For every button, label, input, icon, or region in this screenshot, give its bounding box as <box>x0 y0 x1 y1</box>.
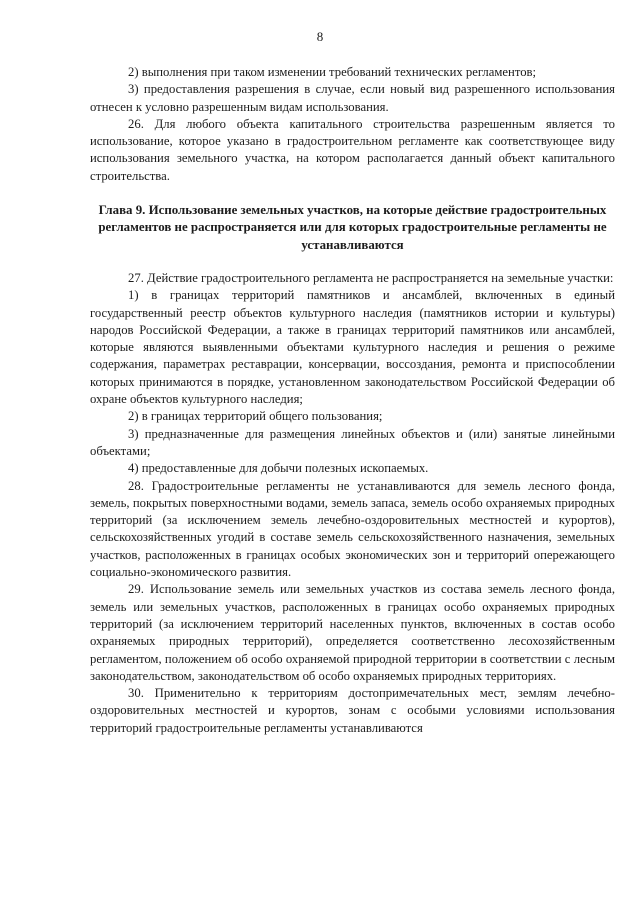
chapter-heading: Глава 9. Использование земельных участков, на которые действие градостроительных регламентов не распространяется или для которых градостроительные регламенты не устанавливаются <box>98 203 607 252</box>
paragraph-28: 28. Градостроительные регламенты не устанавливаются для земель лесного фонда, земель, покрытых поверхностными водами, земель запаса, земель особо охраняемых природных территорий (за исключением земель лечебно-оздоровительных местностей и курортов), сельскохозяйственных угодий в составе земель сельскохозяйственного назначения, земельных участков, расположенных в границах особых экономических зон и территорий опережающего социально-экономического развития. <box>90 478 615 580</box>
page-number: 8 <box>316 29 324 44</box>
paragraph-26: 26. Для любого объекта капитального строительства разрешенным является то использование, которое указано в градостроительном регламенте как соответствующее виду использования земельного участка, на котором располагается данный объект капитального строительства. <box>90 116 615 183</box>
paragraph-27-item-1: 1) в границах территорий памятников и ансамблей, включенных в единый государственный реестр объектов культурного наследия (памятников истории и культуры) народов Российской Федерации, а также в границах территорий памятников или ансамблей, которые являются выявленными объектами культурного наследия и решения о режиме содержания, параметрах реставрации, консервации, воссоздания, ремонта и приспособлении которых принимаются в порядке, установленном законодательством Российской Федерации об охране объектов культурного наследия; <box>90 288 615 407</box>
paragraph-27: 27. Действие градостроительного регламента не распространяется на земельные участки: <box>128 270 614 285</box>
paragraph-item-3-permission: 3) предоставления разрешения в случае, если новый вид разрешенного использования отнесен к условно разрешенным видам использования. <box>90 82 615 114</box>
paragraph-30: 30. Применительно к территориям достопримечательных мест, землям лечебно-оздоровительных местностей и курортов, зонам с особыми условиями использования территорий градостроительные регламенты устанавливаются <box>90 686 615 735</box>
paragraph-27-item-2: 2) в границах территорий общего пользования; <box>128 409 383 424</box>
paragraph-27-item-4: 4) предоставленные для добычи полезных ископаемых. <box>128 461 429 476</box>
paragraph-29: 29. Использование земель или земельных участков из состава земель лесного фонда, земель или земельных участков, расположенных в границах особо охраняемых природных территорий (за исключением территорий населенных пунктов, включенных в состав особо охраняемых природных территорий), определяется соответственно лесохозяйственным регламентом, положением об особо охраняемой природной территории в соответствии с лесным законодательством, законодательством об особо охраняемых природных территориях. <box>90 582 615 683</box>
page-body <box>90 64 615 737</box>
paragraph-item-2-requirements: 2) выполнения при таком изменении требований технических регламентов; <box>128 65 537 79</box>
paragraph-27-item-3: 3) предназначенные для размещения линейных объектов и (или) занятые линейными объектами; <box>90 426 615 458</box>
